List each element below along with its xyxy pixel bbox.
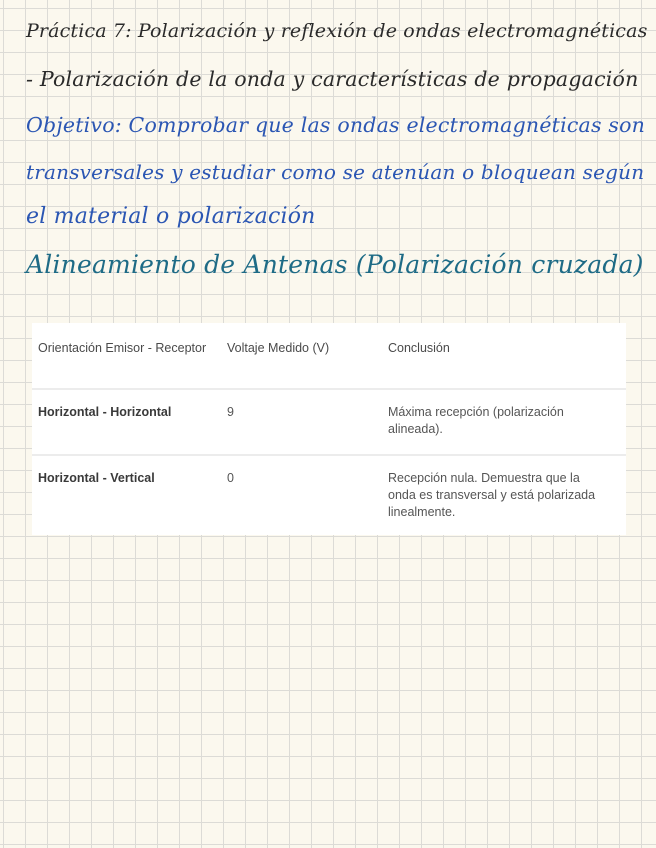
cell-orientation: Horizontal - Vertical — [32, 455, 221, 537]
results-table — [32, 323, 626, 537]
table-row — [32, 455, 626, 537]
cell-voltage: 9 — [221, 389, 382, 455]
practice-title: Práctica 7: Polarización y reflexión de ondas electromagnéticas — [26, 20, 648, 42]
header-voltage: Voltaje Medido (V) — [227, 341, 330, 355]
cell-conclusion: Máxima recepción (polarización alineada). — [382, 389, 626, 455]
objective-line-3: el material o polarización — [26, 204, 316, 229]
table-header-row — [32, 323, 626, 389]
cell-conclusion: Recepción nula. Demuestra que la onda es transversal y está polarizada linealmente. — [382, 455, 626, 537]
cell-voltage: 0 — [221, 455, 382, 537]
header-conclusion: Conclusión — [388, 341, 450, 355]
cell-orientation: Horizontal - Horizontal — [32, 389, 221, 455]
header-orientation: Orientación Emisor - Receptor — [38, 341, 207, 355]
practice-subtitle: - Polarización de la onda y características de propagación — [26, 67, 639, 91]
results-table-card — [32, 323, 626, 535]
table-row — [32, 389, 626, 455]
section-heading: Alineamiento de Antenas (Polarización cruzada) — [26, 250, 644, 279]
objective-line-2: transversales y estudiar como se atenúan o bloquean según — [26, 160, 645, 184]
objective-line-1: Objetivo: Comprobar que las ondas electromagnéticas son — [26, 113, 646, 137]
